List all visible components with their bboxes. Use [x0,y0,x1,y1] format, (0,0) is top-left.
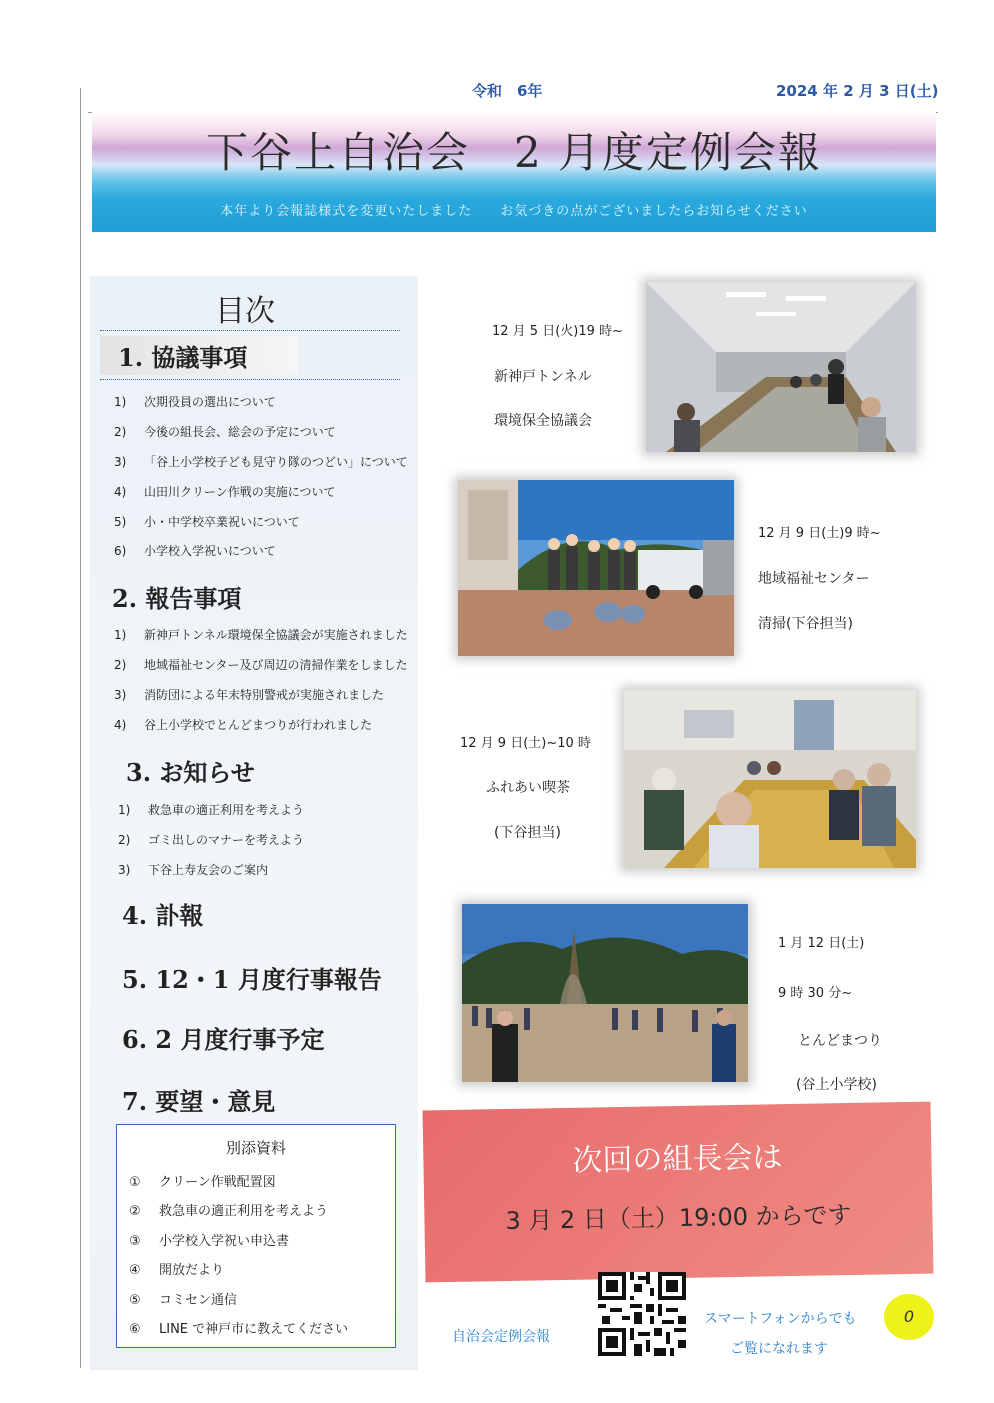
list-item: 5) 小・中学校卒業祝いについて [114,515,300,529]
list-item: 3) 下谷上寿友会のご案内 [118,863,269,877]
event-subtitle: 環境保全協議会 [494,413,592,429]
event-date: 12 月 9 日(土)~10 時 [460,736,591,751]
toc-divider [100,330,400,332]
list-item: 3) 消防団による年末特別警戒が実施されました [114,688,385,702]
attachment-item: ⑥ LINE で神戸市に教えてください [129,1322,349,1337]
festival-photo [462,904,748,1082]
event-time: 9 時 30 分~ [778,986,853,1001]
section-heading-5: 5. 12・1 月度行事報告 [122,965,382,994]
cafe-photo [624,690,916,868]
left-margin-rule [80,88,81,1368]
event-subtitle: 清掃(下谷担当) [758,616,853,632]
toc-divider [100,379,400,381]
list-item: 6) 小学校入学祝いについて [114,544,276,558]
era-year: 令和 6年 [472,82,543,100]
meeting-photo [646,282,916,452]
list-item: 2) 地域福祉センター及び周辺の清掃作業をしました [114,658,408,672]
attachment-item: ③ 小学校入学祝い申込書 [129,1234,290,1249]
attachments-box [116,1124,396,1348]
attachment-item: ① クリーン作戦配置図 [129,1175,276,1190]
cleaning-photo [458,480,734,656]
page-mark-badge: 0 [884,1294,934,1340]
list-item: 2) 今後の組長会、総会の予定について [114,425,336,439]
list-item: 4) 谷上小学校でとんどまつりが行われました [114,718,373,732]
banner-subtitle: 本年より会報誌様式を変更いたしました お気づきの点がございましたらお知らせください [220,204,808,219]
event-title: とんどまつり [798,1033,882,1049]
attachments-title: 別添資料 [225,1139,286,1157]
section-heading-7: 7. 要望・意見 [122,1087,276,1116]
section-heading-1: 1. 協議事項 [100,336,297,375]
smartphone-note-2: ご覧になれます [730,1341,828,1357]
page-title: 下谷上自治会 2 月度定例会報 [205,128,823,177]
event-date: 12 月 9 日(土)9 時~ [758,526,881,541]
toc-title: 目次 [215,294,275,329]
event-subtitle: (谷上小学校) [796,1077,877,1093]
section-heading-2: 2. 報告事項 [112,584,242,613]
attachment-item: ⑤ コミセン通信 [129,1293,238,1308]
section-heading-3: 3. お知らせ [126,758,255,787]
qr-label: 自治会定例会報 [452,1329,550,1345]
section-heading-4: 4. 訃報 [122,901,204,930]
list-item: 2) ゴミ出しのマナーを考えよう [118,833,305,847]
qr-code[interactable] [598,1272,686,1356]
notice-heading: 次回の組長会は [572,1140,783,1179]
event-title: ふれあい喫茶 [486,780,570,796]
notice-date: 3 月 2 日（土）19:00 からです [505,1200,852,1236]
event-title: 新神戸トンネル [494,369,592,385]
title-banner [92,112,936,232]
list-item: 1) 新神戸トンネル環境保全協議会が実施されました [114,628,408,642]
event-title: 地域福祉センター [758,571,870,587]
smartphone-note: スマートフォンからでも [704,1311,857,1327]
list-item: 4) 山田川クリーン作戦の実施について [114,485,336,499]
event-subtitle: (下谷担当) [494,825,561,841]
list-item: 3) 「谷上小学校子ども見守り隊のつどい」について [114,455,408,469]
event-date: 12 月 5 日(火)19 時~ [492,324,623,339]
list-item: 1) 次期役員の選出について [114,395,276,409]
issue-date: 2024 年 2 月 3 日(土) [776,82,939,100]
list-item: 1) 救急車の適正利用を考えよう [118,803,305,817]
event-date: 1 月 12 日(土) [778,936,865,951]
attachment-item: ② 救急車の適正利用を考えよう [129,1204,329,1219]
attachment-item: ④ 開放だより [129,1263,225,1278]
next-meeting-notice [423,1102,934,1283]
section-heading-6: 6. 2 月度行事予定 [122,1025,325,1054]
